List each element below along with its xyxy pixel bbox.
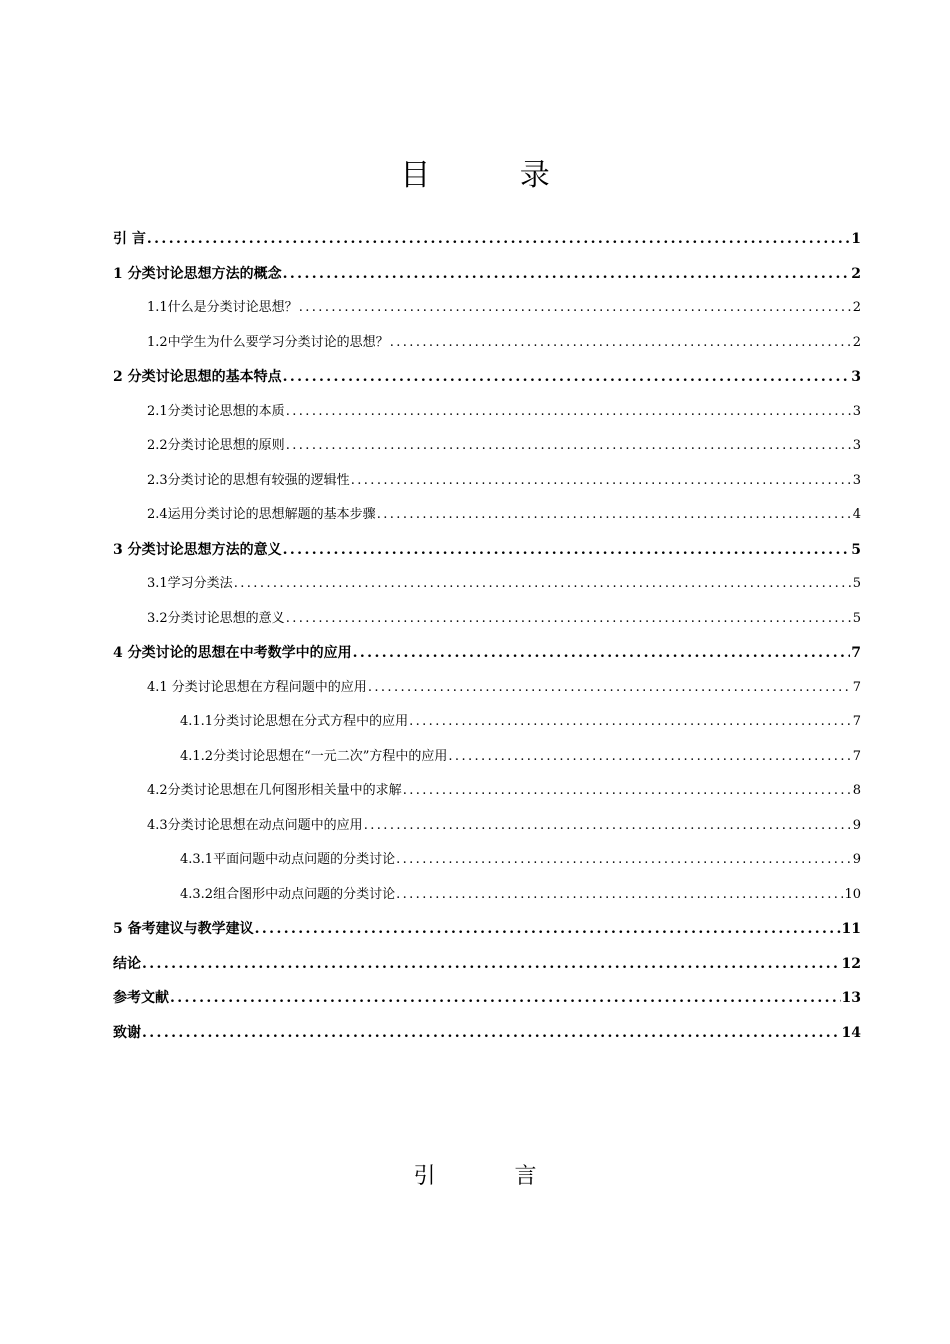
toc-page-number: 13 <box>841 990 861 1006</box>
toc-entry[interactable] <box>113 740 861 775</box>
toc-entry-label: 5 备考建议与教学建议 <box>113 921 254 937</box>
toc-entry[interactable] <box>113 602 861 637</box>
toc-entry[interactable] <box>113 498 861 533</box>
toc-dot-leader <box>234 567 852 602</box>
toc-dot-leader <box>255 912 841 947</box>
toc-dot-leader <box>286 395 852 430</box>
toc-dot-leader <box>390 326 852 361</box>
toc-entry[interactable] <box>113 533 861 568</box>
toc-entry[interactable] <box>113 809 861 844</box>
toc-page-number: 5 <box>852 576 861 591</box>
toc-dot-leader <box>170 981 841 1016</box>
toc-entry[interactable] <box>113 360 861 395</box>
toc-entry[interactable] <box>113 395 861 430</box>
toc-entry-label: 致谢 <box>113 1024 141 1041</box>
toc-dot-leader <box>396 843 852 878</box>
toc-entry-label: 4.1.1分类讨论思想在分式方程中的应用 <box>180 714 409 729</box>
toc-dot-leader <box>448 740 851 775</box>
toc-entry[interactable] <box>113 326 861 361</box>
toc-page-number: 3 <box>852 403 861 419</box>
toc-dot-leader <box>142 1016 841 1051</box>
toc-page-number: 11 <box>841 921 861 937</box>
toc-dot-leader <box>377 498 852 533</box>
toc-page-number: 5 <box>851 541 861 558</box>
toc-page-number: 3 <box>851 369 861 385</box>
toc-entry-label: 4.1 分类讨论思想在方程问题中的应用 <box>147 679 367 695</box>
toc-entry[interactable] <box>113 705 861 740</box>
toc-page-number: 7 <box>852 748 861 764</box>
toc-dot-leader <box>409 705 852 740</box>
toc-dot-leader <box>368 671 852 706</box>
toc-entry[interactable] <box>113 671 861 706</box>
toc-entry-label: 3 分类讨论思想方法的意义 <box>113 541 282 558</box>
toc-dot-leader <box>283 360 851 395</box>
toc-entry-label: 参考文献 <box>113 990 169 1006</box>
toc-dot-leader <box>283 257 851 292</box>
toc-entry-label: 1 分类讨论思想方法的概念 <box>113 265 282 282</box>
toc-entry[interactable] <box>113 429 861 464</box>
toc-page-number: 2 <box>851 265 861 282</box>
toc-dot-leader <box>286 429 852 464</box>
toc-entry-label: 4.1.2分类讨论思想在“一元二次”方程中的应用 <box>180 748 448 764</box>
toc-entry-label: 1.2中学生为什么要学习分类讨论的思想？ <box>147 334 389 350</box>
toc-entry-label: 4.3.2组合图形中动点问题的分类讨论 <box>180 886 396 902</box>
toc-entry-label: 2 分类讨论思想的基本特点 <box>113 369 282 385</box>
toc-entry-label: 引 言 <box>113 231 146 247</box>
toc-dot-leader <box>299 291 852 326</box>
toc-entry[interactable] <box>113 878 861 913</box>
toc-entry[interactable] <box>113 843 861 878</box>
toc-entry-label: 结论 <box>113 955 141 972</box>
toc-page-number: 9 <box>852 852 861 867</box>
toc-entry[interactable] <box>113 1016 861 1051</box>
toc-page-number: 7 <box>852 679 861 695</box>
toc-entry-label: 1.1什么是分类讨论思想？ <box>147 300 298 315</box>
toc-entry-label: 4.3.1平面问题中动点问题的分类讨论 <box>180 852 396 867</box>
toc-page-number: 10 <box>844 886 861 902</box>
toc-page-number: 4 <box>852 507 861 522</box>
toc-entry-label: 3.2分类讨论思想的意义 <box>147 610 285 626</box>
toc-dot-leader <box>396 878 843 913</box>
toc-entry[interactable] <box>113 257 861 292</box>
toc-dot-leader <box>403 774 852 809</box>
toc-entry[interactable] <box>113 291 861 326</box>
toc-dot-leader <box>142 947 841 982</box>
toc-entry[interactable] <box>113 912 861 947</box>
toc-entry-label: 2.1分类讨论思想的本质 <box>147 403 285 419</box>
toc-page-number: 3 <box>852 438 861 453</box>
toc-page-number: 8 <box>852 783 861 798</box>
toc-entry[interactable] <box>113 464 861 499</box>
toc-page-number: 5 <box>852 610 861 626</box>
toc-entry-label: 2.4运用分类讨论的思想解题的基本步骤 <box>147 507 376 522</box>
toc-entry[interactable] <box>113 567 861 602</box>
toc-dot-leader <box>364 809 852 844</box>
table-of-contents <box>113 222 861 1050</box>
toc-entry-label: 3.1学习分类法 <box>147 576 233 591</box>
toc-entry[interactable] <box>113 947 861 982</box>
toc-entry[interactable] <box>113 981 861 1016</box>
toc-entry[interactable] <box>113 636 861 671</box>
toc-dot-leader <box>353 636 851 671</box>
toc-page-number: 7 <box>852 714 861 729</box>
toc-page-number: 12 <box>841 955 861 972</box>
toc-entry-label: 2.2分类讨论思想的原则 <box>147 438 285 453</box>
toc-entry-label: 2.3分类讨论的思想有较强的逻辑性 <box>147 472 350 488</box>
toc-entry-label: 4.2分类讨论思想在几何图形相关量中的求解 <box>147 783 402 798</box>
toc-entry-label: 4.3分类讨论思想在动点问题中的应用 <box>147 817 363 833</box>
toc-page-number: 3 <box>852 472 861 488</box>
toc-page-number: 7 <box>851 645 861 661</box>
toc-dot-leader <box>351 464 852 499</box>
toc-entry-label: 4 分类讨论的思想在中考数学中的应用 <box>113 645 352 661</box>
toc-title: 目 录 <box>400 158 590 193</box>
toc-page-number: 9 <box>852 817 861 833</box>
toc-entry[interactable] <box>113 774 861 809</box>
toc-page-number: 1 <box>851 231 861 247</box>
section-heading-introduction: 引 言 <box>413 1164 573 1189</box>
toc-page-number: 14 <box>841 1024 861 1041</box>
toc-page-number: 2 <box>852 334 861 350</box>
toc-dot-leader <box>147 222 850 257</box>
toc-dot-leader <box>286 602 852 637</box>
toc-entry[interactable] <box>113 222 861 257</box>
toc-page-number: 2 <box>852 300 861 315</box>
toc-dot-leader <box>283 533 851 568</box>
